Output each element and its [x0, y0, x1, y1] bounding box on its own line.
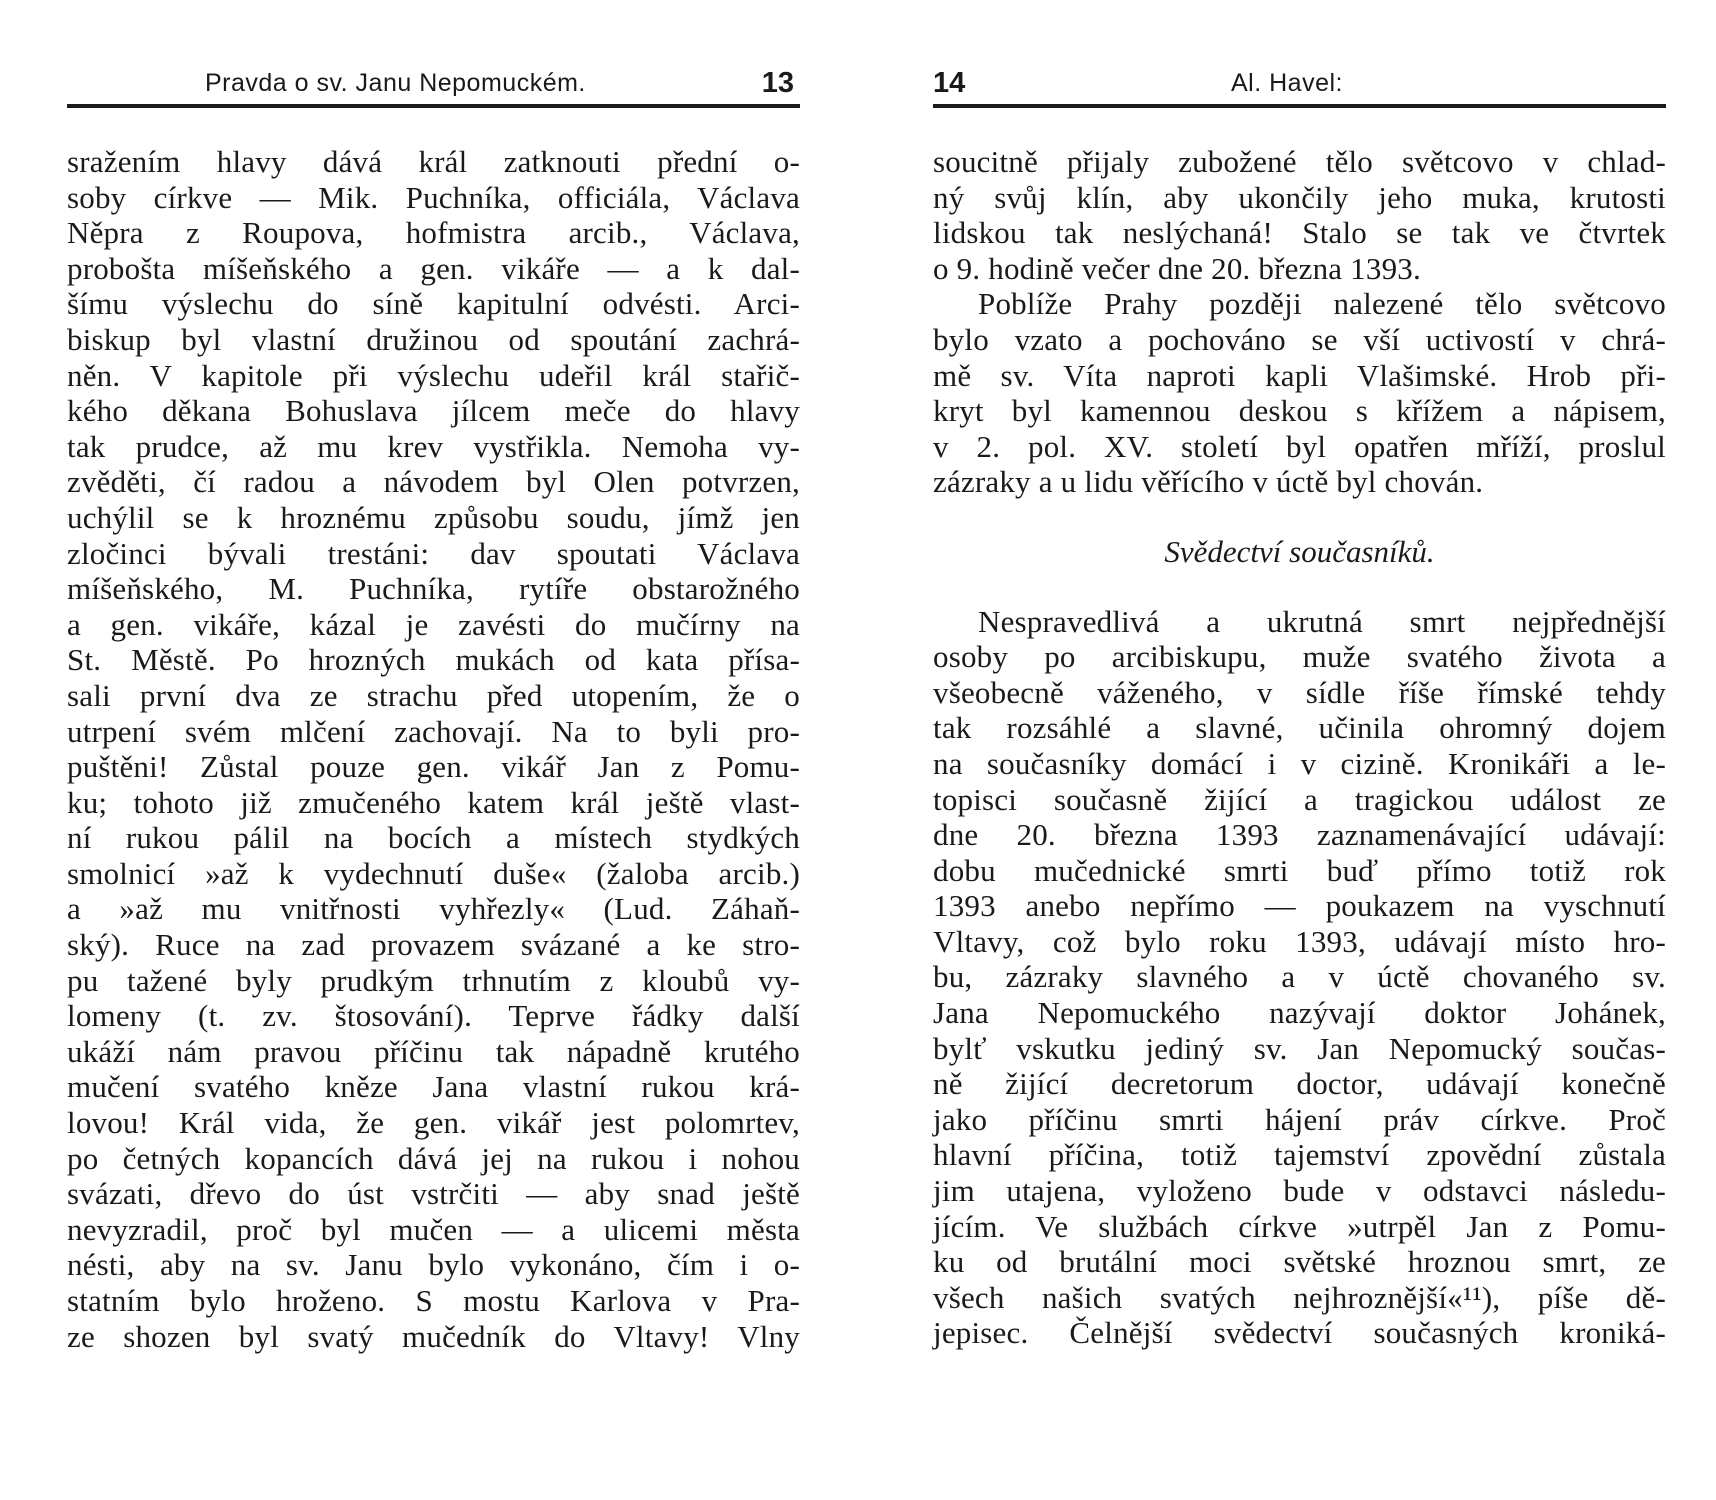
right-running-head — [933, 56, 1666, 108]
text-line: bylo vzato a pochováno se vší uctivostí v chrá- — [933, 321, 1666, 357]
text-line: sražením hlavy dává král zatknouti přední o- — [67, 144, 800, 179]
text-line: a gen. vikáře, kázal je zavésti do mučírny na — [67, 606, 800, 642]
text-line: lidskou tak neslýchaná! Stalo se tak ve čtvrtek — [933, 215, 1666, 251]
text-line: soucitně přijaly zubožené tělo světcovo v chlad- — [933, 144, 1666, 179]
text-line: všech našich svatých nejhroznější«¹¹), píše dě- — [933, 1279, 1666, 1315]
text-line: ku; tohoto již zmučeného katem král ještě vlast- — [67, 784, 800, 820]
paragraph-1 — [933, 144, 1666, 286]
text-line: mučení svatého kněze Jana vlastní rukou krá- — [67, 1069, 800, 1105]
text-line: kého děkana Bohuslava jílcem meče do hlavy — [67, 393, 800, 429]
text-line: Poblíže Prahy později nalezené tělo světcovo — [978, 286, 1666, 322]
text-line: jako příčinu smrti hájení práv církve. Proč — [933, 1101, 1666, 1137]
paragraph-3 — [933, 604, 1666, 1351]
text-line: sali první dva ze strachu před utopením, že o — [67, 677, 800, 713]
text-line: probošta míšeňského a gen. vikáře — a k dal- — [67, 250, 800, 286]
text-line: ze shozen byl svatý mučedník do Vltavy! Vlny — [67, 1318, 800, 1354]
text-line: soby církve — Mik. Puchníka, officiála, Václava — [67, 179, 800, 215]
left-running-title: Pravda o sv. Janu Nepomuckém. — [205, 69, 586, 97]
text-line: lomeny (t. zv. štosování). Teprve řádky další — [67, 998, 800, 1034]
text-line: jícím. Ve službách církve »utrpěl Jan z Pomu- — [933, 1208, 1666, 1244]
text-line: něn. V kapitole při výslechu udeřil král stařič- — [67, 357, 800, 393]
text-line: dobu mučednické smrti buď přímo totiž rok — [933, 852, 1666, 888]
text-line: biskup byl vlastní družinou od spoutání zachrá- — [67, 321, 800, 357]
right-page-number: 14 — [933, 67, 966, 99]
text-line: bylť vskutku jediný sv. Jan Nepomucký součas- — [933, 1030, 1666, 1066]
text-line: ní rukou pálil na bocích a místech stydkých — [67, 820, 800, 856]
text-line: nevyzradil, proč byl mučen — a ulicemi města — [67, 1211, 800, 1247]
left-body-text — [67, 144, 800, 1354]
text-line: po četných kopancích dává jej na rukou i nohou — [67, 1140, 800, 1176]
right-running-title: Al. Havel: — [1231, 69, 1343, 97]
text-line: smolnicí »až k vydechnutí duše« (žaloba arcib.) — [67, 855, 800, 891]
text-line: zločinci bývali trestáni: dav spoutati Václava — [67, 535, 800, 571]
left-page-number: 13 — [761, 67, 794, 99]
text-line: ku od brutální moci světské hroznou smrt, ze — [933, 1244, 1666, 1280]
text-line: všeobecně váženého, v sídle říše římské tehdy — [933, 674, 1666, 710]
text-line: mě sv. Víta naproti kapli Vlašimské. Hrob při- — [933, 357, 1666, 393]
text-line: a »až mu vnitřnosti vyhřezly« (Lud. Záhaň- — [67, 891, 800, 927]
left-page — [67, 0, 800, 1354]
paragraph-2 — [933, 286, 1666, 500]
text-line: 1393 anebo nepřímo — poukazem na vyschnutí — [933, 888, 1666, 924]
text-line: uchýlil se k hroznému způsobu soudu, jímž jen — [67, 499, 800, 535]
text-line: ně žijící decretorum doctor, udávají konečně — [933, 1066, 1666, 1102]
text-line: zvěděti, čí radou a návodem byl Olen potvrzen, — [67, 464, 800, 500]
text-line: dne 20. března 1393 zaznamenávající udávají: — [933, 817, 1666, 853]
text-line: lovou! Král vida, že gen. vikář jest polomrtev, — [67, 1105, 800, 1141]
text-line: Vltavy, což bylo roku 1393, udávají místo hro- — [933, 923, 1666, 959]
text-line: v 2. pol. XV. století byl opatřen mříží, proslul — [933, 428, 1666, 464]
right-page — [933, 0, 1666, 1351]
text-line: nésti, aby na sv. Janu bylo vykonáno, čím i o- — [67, 1247, 800, 1283]
text-line: ukáží nám pravou příčinu tak nápadně krutého — [67, 1033, 800, 1069]
text-line: kryt byl kamennou deskou s křížem a nápisem, — [933, 393, 1666, 429]
text-line: topisci současně žijící a tragickou událost ze — [933, 781, 1666, 817]
text-line: na současníky domácí i v cizině. Kronikáři a le- — [933, 745, 1666, 781]
text-line: Něpra z Roupova, hofmistra arcib., Václava, — [67, 215, 800, 251]
text-line: ský). Ruce na zad provazem svázané a ke stro- — [67, 927, 800, 963]
text-line: šímu výslechu do síně kapitulní odvésti. Arci- — [67, 286, 800, 322]
text-line: o 9. hodině večer dne 20. března 1393. — [933, 250, 1421, 286]
right-body-text — [933, 144, 1666, 1351]
text-line: puštěni! Zůstal pouze gen. vikář Jan z Pomu- — [67, 749, 800, 785]
text-line: statním bylo hroženo. S mostu Karlova v Pra- — [67, 1283, 800, 1318]
text-line: jepisec. Čelnější svědectví současných kroniká- — [933, 1315, 1666, 1351]
text-line: hlavní příčina, totiž tajemství zpovědní zůstala — [933, 1137, 1666, 1173]
left-running-head — [67, 56, 800, 108]
text-line: Jana Nepomuckého nazývají doktor Johánek, — [933, 995, 1666, 1031]
text-line: pu tažené byly prudkým trhnutím z kloubů vy- — [67, 962, 800, 998]
text-line: St. Městě. Po hrozných mukách od kata přísa- — [67, 642, 800, 678]
text-line: míšeňského, M. Puchníka, rytíře obstarožného — [67, 571, 800, 607]
text-line: tak prudce, až mu krev vystřikla. Nemoha vy- — [67, 428, 800, 464]
text-line: Nespravedlivá a ukrutná smrt nejpřednější — [978, 603, 1666, 639]
text-line: osoby po arcibiskupu, muže svatého života a — [933, 639, 1666, 675]
text-line: utrpení svém mlčení zachovají. Na to byli pro- — [67, 713, 800, 749]
text-line: zázraky a u lidu věřícího v úctě byl chován. — [933, 464, 1484, 500]
text-line: ný svůj klín, aby ukončily jeho muka, krutosti — [933, 179, 1666, 215]
text-line: svázati, dřevo do úst vstrčiti — aby snad ještě — [67, 1176, 800, 1212]
text-line: tak rozsáhlé a slavné, učinila ohromný dojem — [933, 710, 1666, 746]
text-line: jim utajena, vyloženo bude v odstavci následu- — [933, 1173, 1666, 1209]
section-heading: Svědectví současníků. — [1164, 533, 1435, 569]
text-line: bu, zázraky slavného a v úctě chovaného sv. — [933, 959, 1666, 995]
